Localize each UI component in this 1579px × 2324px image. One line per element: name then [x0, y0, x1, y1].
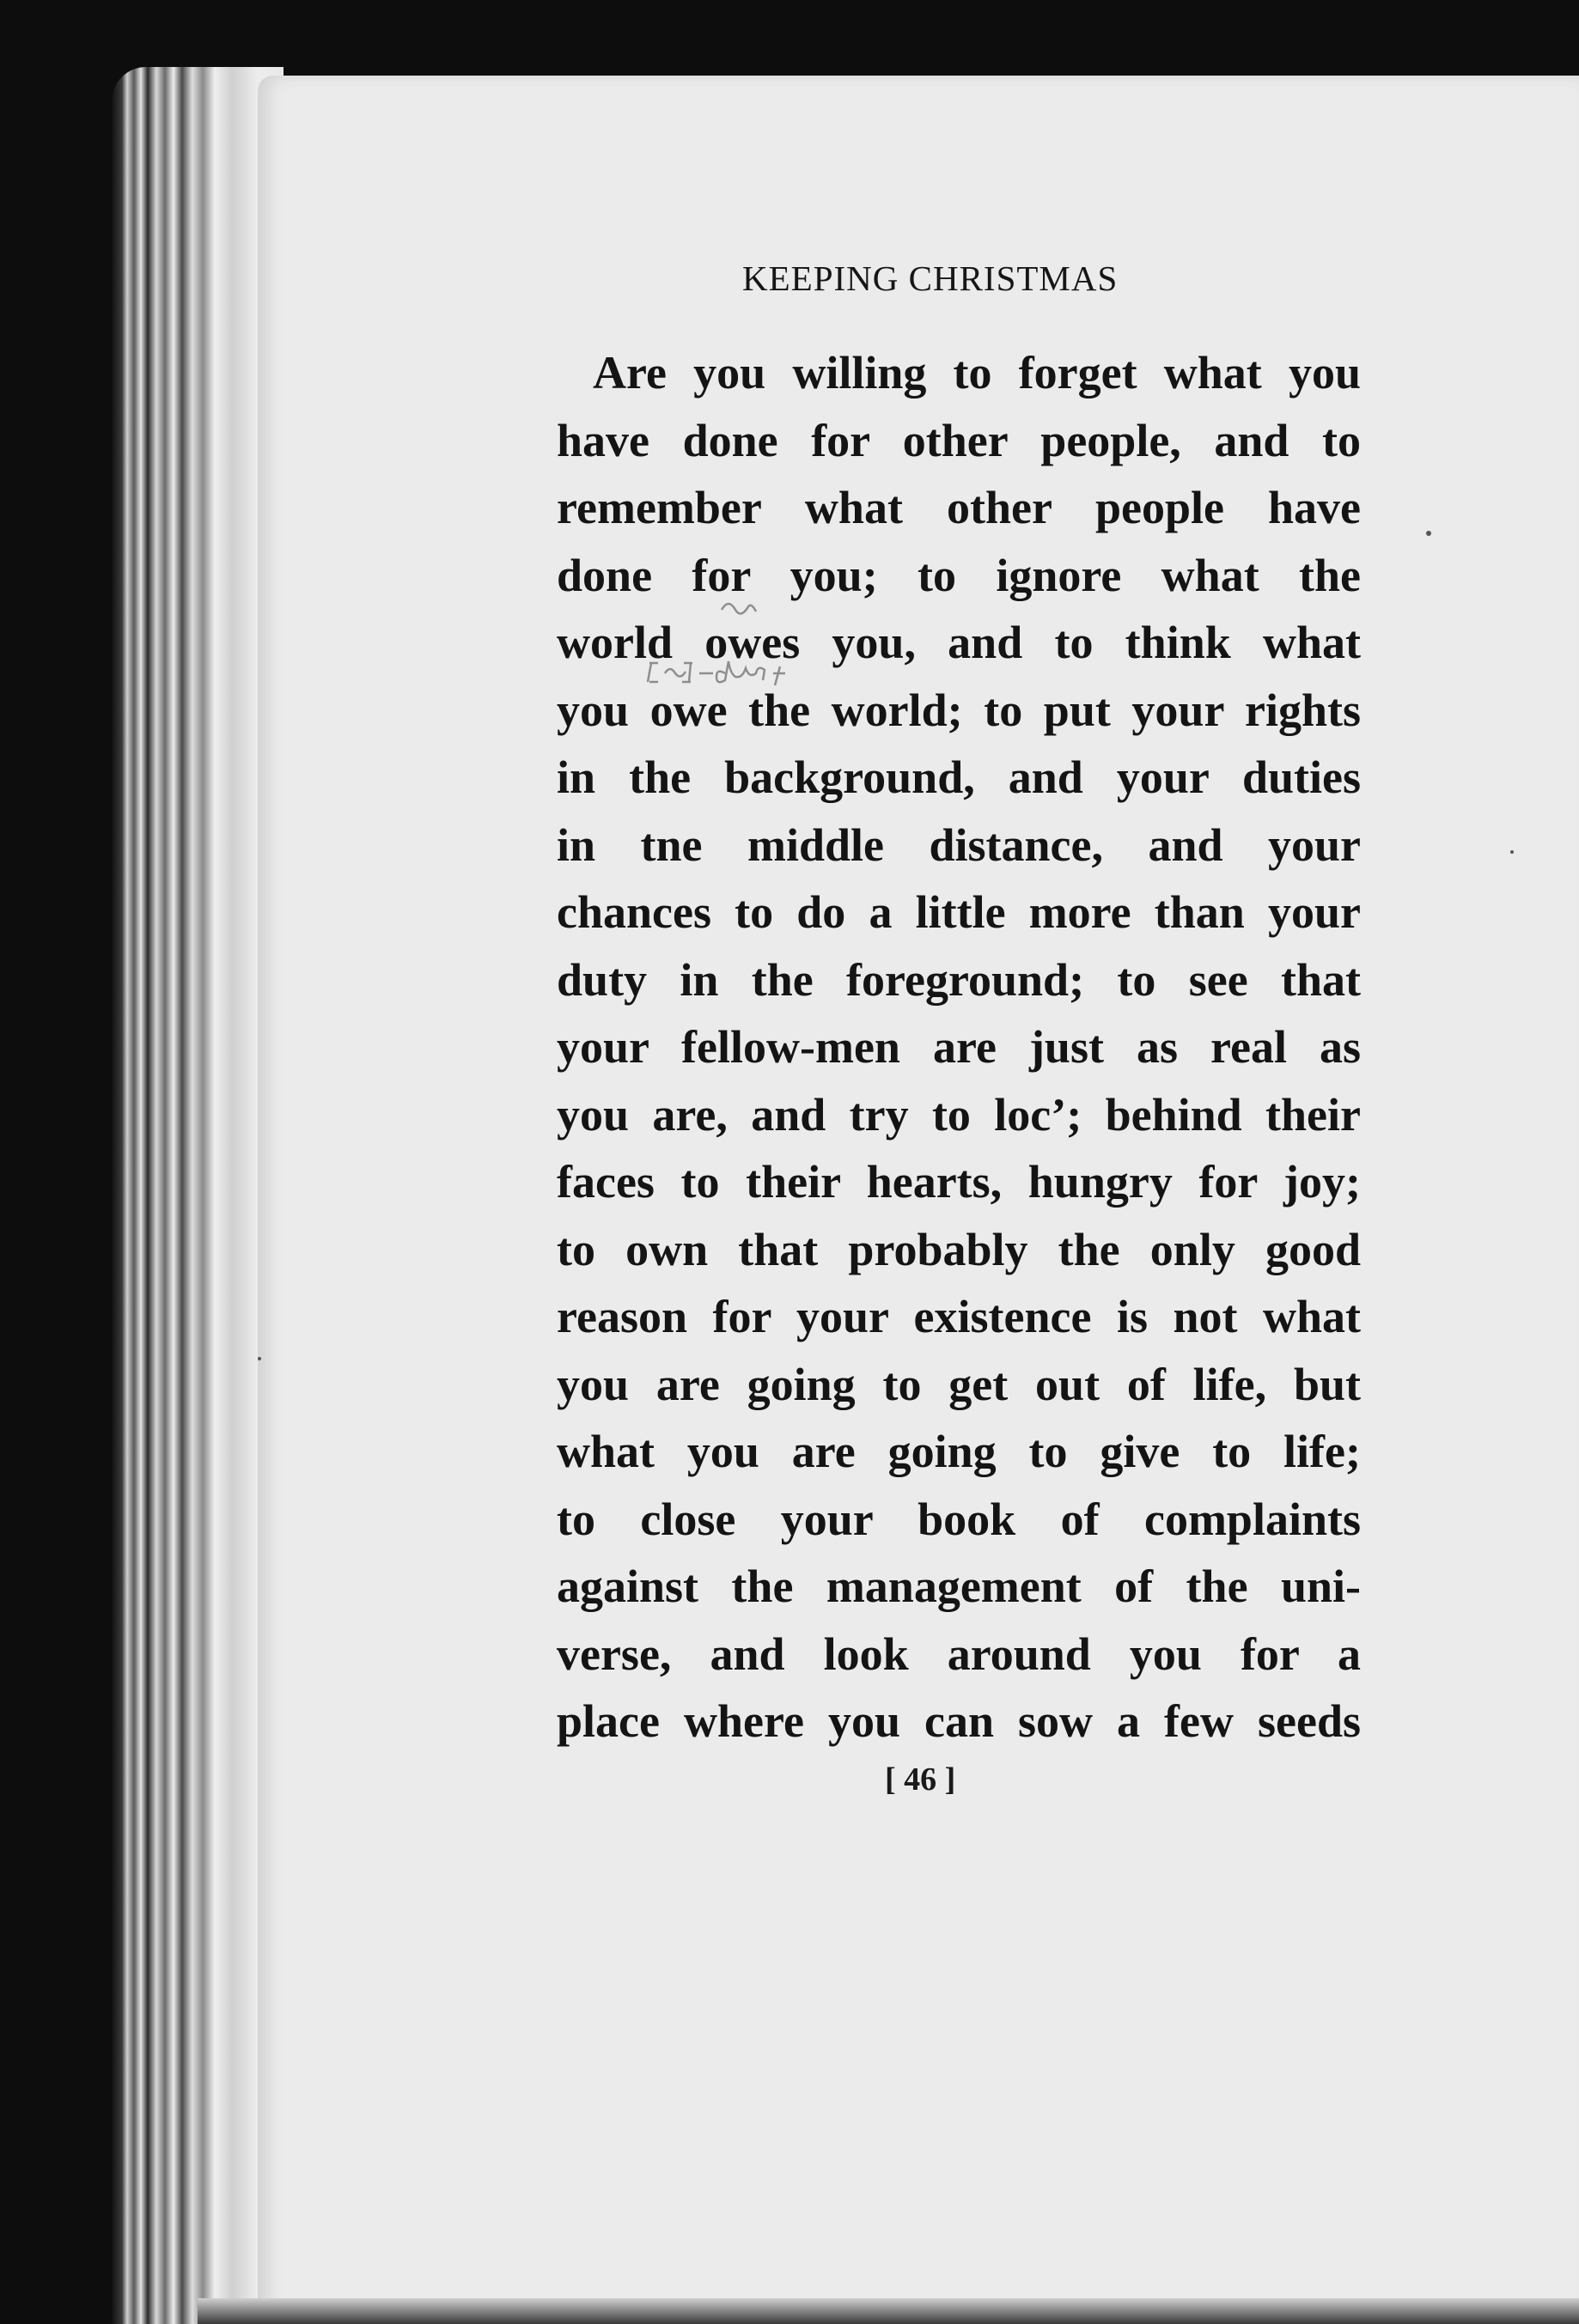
text-line: verse, and look around you for a	[557, 1627, 1361, 1680]
text-line: have done for other people, and to	[557, 414, 1361, 466]
text-line: in the background, and your duties	[557, 751, 1361, 803]
text-line: place where you can sow a few seeds	[557, 1695, 1361, 1747]
text-line: against the management of the uni-	[557, 1560, 1361, 1612]
text-line: you are, and try to locʼ; behind their	[557, 1088, 1361, 1141]
page-number: [ 46 ]	[885, 1761, 956, 1798]
text-line: what you are going to give to life;	[557, 1426, 1361, 1477]
page-bottom-edge	[198, 2298, 1579, 2324]
text-line: you are going to get out of life, but	[557, 1358, 1361, 1410]
text-line: duty in the foreground; to see that	[557, 953, 1361, 1006]
text-line: in tne middle distance, and your	[557, 818, 1361, 871]
text-line: world owes you, and to think what	[557, 617, 1361, 668]
dust-speck	[1426, 531, 1431, 536]
text-line: chances to do a little more than your	[557, 886, 1361, 938]
text-line: remember what other people have	[557, 482, 1361, 533]
pencil-annotation	[636, 584, 893, 704]
dust-speck	[1510, 850, 1514, 854]
text-line: reason for your existence is not what	[557, 1291, 1361, 1342]
text-line: done for you; to ignore what the	[557, 549, 1361, 601]
text-line: to close your book of complaints	[557, 1493, 1361, 1545]
running-head: KEEPING CHRISTMAS	[742, 259, 1119, 298]
text-line: your fellow-men are just as real as	[557, 1021, 1361, 1073]
text-line: Are you willing to forget what you	[593, 347, 1361, 398]
dust-speck	[258, 1357, 261, 1360]
text-line: to own that probably the only good	[557, 1223, 1361, 1275]
text-line: faces to their hearts, hungry for joy;	[557, 1156, 1361, 1208]
text-line: you owe the world; to put your rights	[557, 684, 1361, 736]
body-text	[557, 339, 1361, 1755]
